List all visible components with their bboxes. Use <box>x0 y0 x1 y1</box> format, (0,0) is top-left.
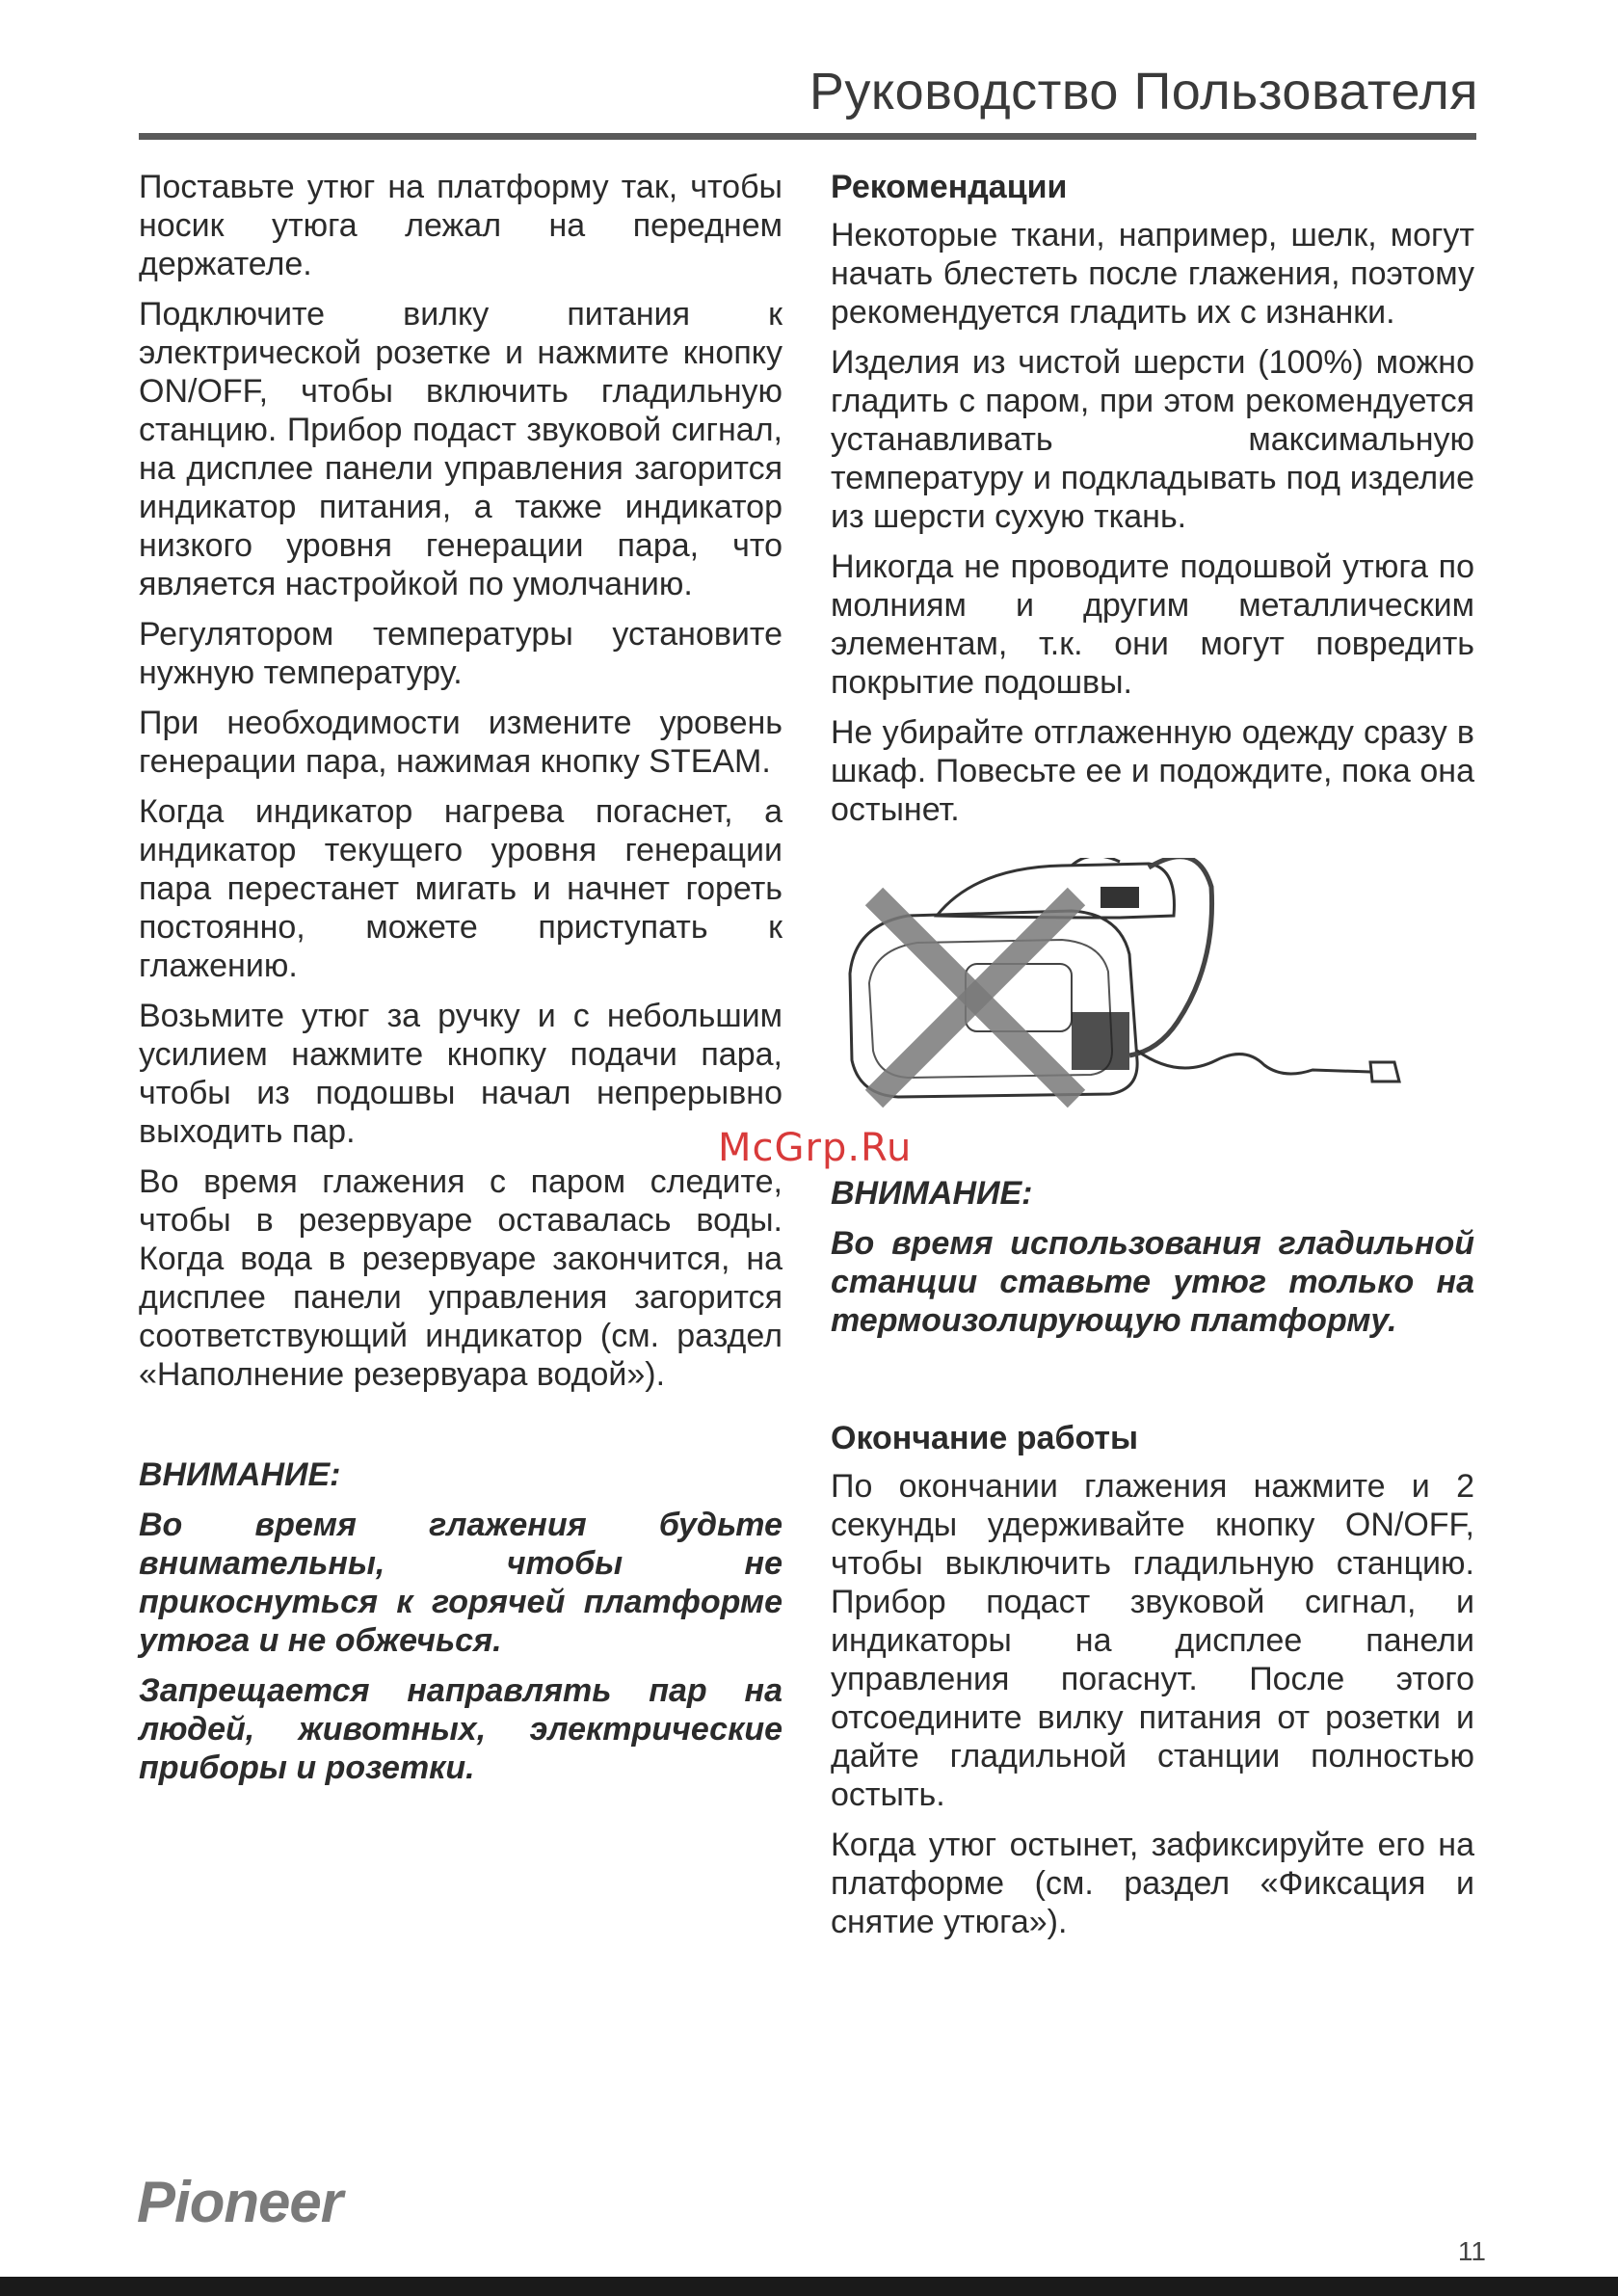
left-column <box>139 168 782 1799</box>
spacer <box>139 1405 782 1455</box>
recommendations-title: Рекомендации <box>831 169 1068 205</box>
finish-title: Окончание работы <box>831 1420 1139 1456</box>
paragraph: При необходимости измените уровень генерации пара, нажимая кнопку STEAM. <box>139 705 782 780</box>
spacer <box>831 1351 1474 1419</box>
right-column <box>831 168 1474 1953</box>
paragraph: Изделия из чистой шерсти (100%) можно гладить с паром, при этом рекомендуется устанавливать максимальную температуру и подкладывать под изделие из шерсти сухую ткань. <box>831 344 1474 535</box>
warning-text: Во время глажения будьте внимательны, чтобы не прикоснуться к горячей платформе утюга и не обжечься. <box>139 1507 782 1659</box>
paragraph: Возьмите утюг за ручку и с небольшим усилием нажмите кнопку подачи пара, чтобы из подошвы начал непрерывно выходить пар. <box>139 998 782 1150</box>
paragraph: Во время глажения с паром следите, чтобы в резервуаре оставалась воды. Когда вода в резервуаре закончится, на дисплее панели управления загорится соответствующий индикатор (см. раздел «Наполнение резервуара водой»). <box>139 1163 782 1393</box>
page-number: 11 <box>1457 2236 1486 2266</box>
header-title: Руководство Пользователя <box>809 63 1478 120</box>
paragraph: Когда утюг остынет, зафиксируйте его на платформе (см. раздел «Фиксация и снятие утюга»). <box>831 1827 1474 1940</box>
warning-text: Во время использования гладильной станции ставьте утюг только на термоизолирующую платформу. <box>831 1225 1474 1339</box>
watermark-text: McGrp.Ru <box>718 1126 913 1170</box>
bottom-bar <box>0 2277 1618 2296</box>
paragraph: Никогда не проводите подошвой утюга по молниям и другим металлическим элементам, т.к. они могут повредить покрытие подошвы. <box>831 548 1474 701</box>
warning-title: ВНИМАНИЕ: <box>139 1456 341 1493</box>
iron-station-illustration <box>831 858 1474 1137</box>
steam-station-drawing <box>831 858 1474 1137</box>
brand-logo: Pioneer <box>137 2170 343 2234</box>
paragraph: Когда индикатор нагрева погаснет, а индикатор текущего уровня генерации пара перестанет мигать и начнет гореть постоянно, можете приступать к глажению. <box>139 793 782 984</box>
paragraph: Подключите вилку питания к электрической розетке и нажмите кнопку ON/OFF, чтобы включить гладильную станцию. Прибор подаст звуковой сигнал, на дисплее панели управления загорится индикатор питания, а также индикатор низкого уровня генерации пара, что является настройкой по умолчанию. <box>139 296 782 602</box>
paragraph: Некоторые ткани, например, шелк, могут начать блестеть после глажения, поэтому рекомендуется гладить их с изнанки. <box>831 217 1474 331</box>
paragraph: Поставьте утюг на платформу так, чтобы носик утюга лежал на переднем держателе. <box>139 169 782 282</box>
header-rule <box>139 133 1476 140</box>
paragraph: Не убирайте отглаженную одежду сразу в шкаф. Повесьте ее и подождите, пока она остынет. <box>831 714 1474 828</box>
warning-title: ВНИМАНИЕ: <box>831 1175 1033 1212</box>
warning-text: Запрещается направлять пар на людей, животных, электрические приборы и розетки. <box>139 1672 782 1786</box>
paragraph: Регулятором температуры установите нужную температуру. <box>139 616 782 691</box>
paragraph: По окончании глажения нажмите и 2 секунды удерживайте кнопку ON/OFF, чтобы выключить гладильную станцию. Прибор подаст звуковой сигнал, и индикаторы на дисплее панели управления погаснут. После этого отсоедините вилку питания от розетки и дайте гладильной станции полностью остыть. <box>831 1468 1474 1813</box>
